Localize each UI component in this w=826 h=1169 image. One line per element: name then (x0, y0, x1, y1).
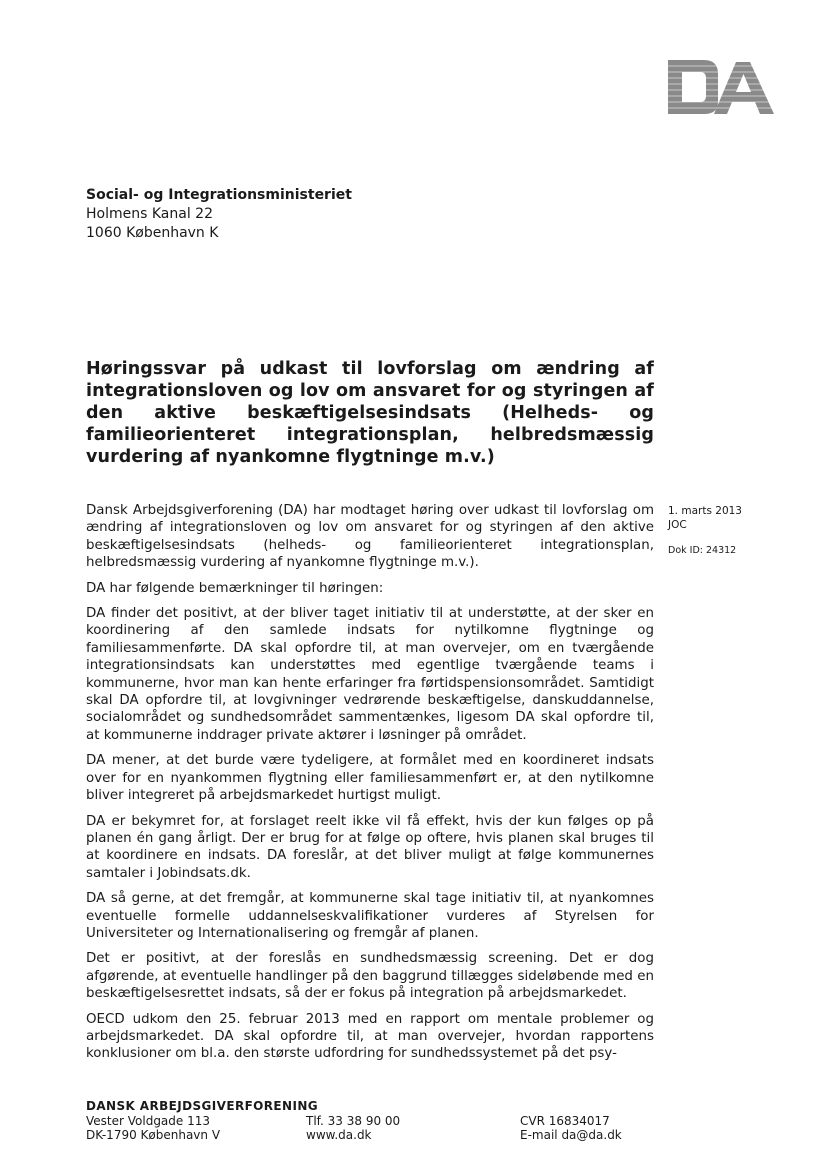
body-paragraph: DA har følgende bemærkninger til høringen: (86, 580, 384, 596)
da-logo (664, 52, 780, 116)
body-paragraph: DA mener, at det burde være tydeligere, at formålet med en koordineret indsats over for en nyankommen flygtning eller familiesammenført er, at den nytilkomne bliver integreret på arbejdsmarkedet hurtigst muligt. (86, 753, 654, 804)
body-paragraph: Det er positivt, at der foreslås en sundhedsmæssig screening. Det er dog afgørende, at eventuelle handlinger på den baggrund tillægges sideløbende med en beskæftigelsesrettet indsats, så der er fokus på integration på arbejdsmarkedet. (86, 951, 654, 1002)
letter-subject: Høringssvar på udkast til lovforslag om ændring af integrationsloven og lov om ansvaret for og styringen af den aktive beskæftigelsesindsats (Helheds- og familieorienteret integrationsplan, helbredsmæssig vurdering af nyankomne flygtninge m.v.) (86, 359, 654, 467)
letter-metadata (668, 504, 808, 558)
recipient-street: Holmens Kanal 22 (86, 206, 213, 222)
body-paragraph: OECD udkom den 25. februar 2013 med en rapport om mentale problemer og arbejdsmarkedet. DA skal opfordre til, at man overvejer, hvordan rapportens konklusioner om bl.a. den største udfordring for sundhedssystemet på det psy- (86, 1011, 654, 1062)
letter-date: 1. marts 2013 (668, 505, 742, 517)
letter-body (86, 502, 654, 1071)
author-initials: JOC (668, 519, 687, 531)
body-paragraph: DA er bekymret for, at forslaget reelt ikke vil få effekt, hvis der kun følges op på planen én gang årligt. Der er brug for at følge op oftere, hvis planen skal bruges til at koordinere en indsats. DA foreslår, at det bliver muligt at følge kommunernes samtaler i Jobindsats.dk. (86, 813, 654, 881)
body-paragraph: Dansk Arbejdsgiverforening (DA) har modtaget høring over udkast til lovforslag om ændring af integrationsloven og lov om ansvaret for og styringen af den aktive beskæftigelsesindsats (helheds- og familieorienteret integrationsplan, helbredsmæssig vurdering af nyankomne flygtninge m.v.). (86, 503, 654, 571)
recipient-address (86, 186, 352, 243)
footer-phone: Tlf. 33 38 90 00 (306, 1113, 401, 1128)
recipient-city: 1060 København K (86, 225, 219, 241)
footer-organization: DANSK ARBEJDSGIVERFORENING (86, 1099, 319, 1113)
document-id: Dok ID: 24312 (668, 545, 737, 556)
footer-email: E-mail da@da.dk (520, 1128, 622, 1142)
letter-footer (86, 1099, 726, 1143)
recipient-organization: Social- og Integrationsministeriet (86, 187, 352, 203)
footer-cvr: CVR 16834017 (520, 1113, 610, 1128)
body-paragraph: DA så gerne, at det fremgår, at kommunerne skal tage initiativ til, at nyankomnes eventuelle formelle uddannelseskvalifikationer vurderes af Styrelsen for Universiteter og Internationalisering og fremgår af planen. (86, 891, 654, 941)
footer-street: Vester Voldgade 113 (86, 1113, 211, 1128)
footer-city: DK-1790 København V (86, 1128, 221, 1142)
body-paragraph: DA finder det positivt, at der bliver taget initiativ til at understøtte, at der sker en koordinering af den samlede indsats for nytilkomne flygtninge og familiesammenførte. DA skal opfordre til, at man overvejer, om en tværgående integrationsindsats kan understøttes med egentlige tværgående teams i kommunerne, hvor man kan hente erfaringer fra førtidspensionsområdet. Samtidigt skal DA opfordre til, at lovgivninger vedrørende beskæftigelse, danskuddannelse, socialområdet og sundhedsområdet sammentænkes, ligesom DA skal opfordre til, at kommunerne inddrager private aktører i løsninger på området. (86, 606, 654, 743)
footer-website: www.da.dk (306, 1128, 372, 1142)
